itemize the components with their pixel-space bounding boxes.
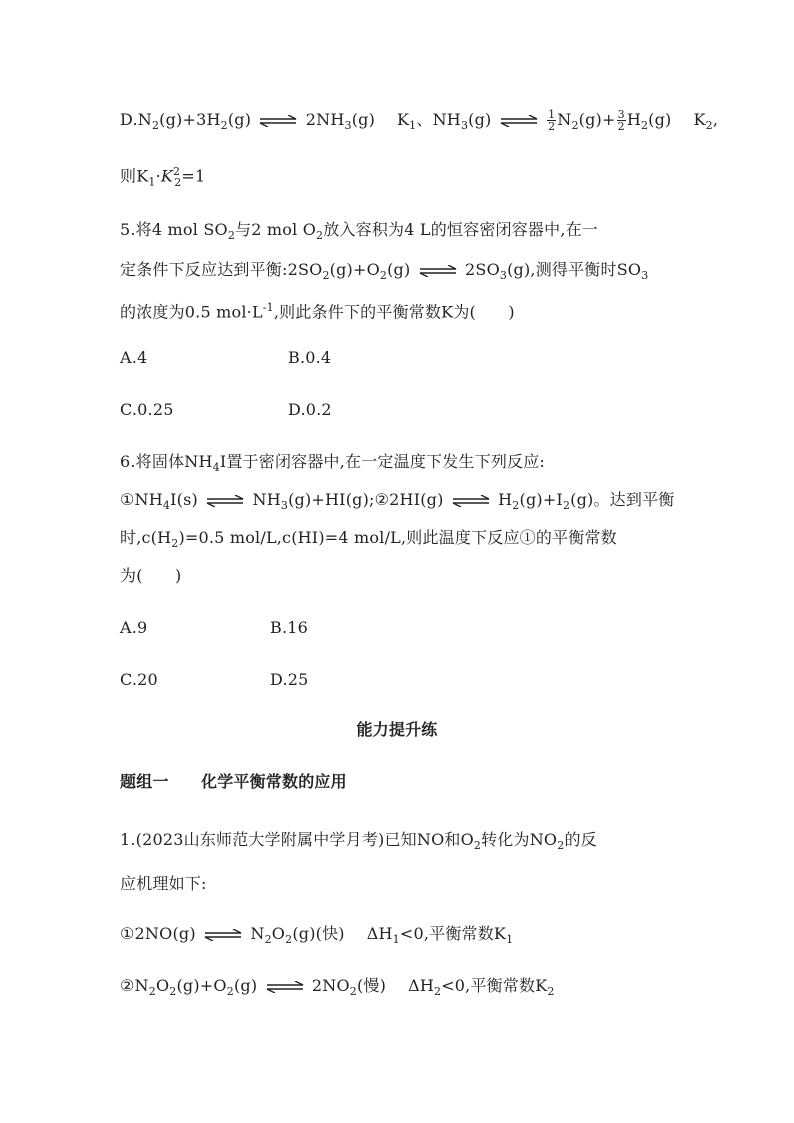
p1-line-2: 应机理如下: [120,874,207,893]
reversible-arrow-icon [203,929,243,941]
fraction-three-halves: $\frac{3}{2}$ [617,108,625,133]
q6-line-1: 6.将固体$NH_4I$置于密闭容器中,在一定温度下发生下列反应: [120,452,546,475]
q4-option-d-conclusion: 则$K_1\cdot K^2_2=1$ [120,165,206,189]
reversible-arrow-icon [499,115,539,127]
q4-option-d: $D.N_2(g)+3H_2(g)$ $2NH_3(g)$ $K_1$、$NH_3(g)$ $\frac{1}{2}$ $N_2(g)+$ $\frac{3}{2}$ $H_2(g)$ $K_2$, [120,108,719,133]
q6-option-a[interactable]: A.9 [120,618,148,637]
q6-line-4: 为( ) [120,566,182,585]
reversible-arrow-icon [451,495,491,507]
q5-option-c[interactable]: C.0.25 [120,400,174,419]
reversible-arrow-icon [205,495,245,507]
group-title: 题组一 化学平衡常数的应用 [120,772,347,791]
q5-line-1: 5.将4 mol $SO_2$与2 mol $O_2$放入容积为4 L的恒容密闭容器中,在一 [120,220,599,243]
q6-option-c[interactable]: C.20 [120,670,158,689]
q5-option-a[interactable]: A.4 [120,348,148,367]
reversible-arrow-icon [418,265,458,277]
reversible-arrow-icon [258,115,298,127]
section-title: 能力提升练 [356,720,438,739]
q5-line-3: 的浓度为0.5 $mol\cdot L^{-1}$,则此条件下的平衡常数K为( ) [120,301,515,322]
p1-line-1: 1.(2023山东师范大学附属中学月考)已知NO和$O_2$转化为$NO_2$的反 [120,830,597,853]
q6-line-3: 时$,c(H_2)=0.5$ mol/L,c(HI)=4 mol/L,则此温度下反应①的平衡常数 [120,528,617,551]
reversible-arrow-icon [265,981,305,993]
p1-reaction-2: $②N_2O_2(g)+O_2(g)$ $2NO_2$(慢) $\Delta H_2<0$,平衡常数$K_2$ [120,976,555,999]
q6-option-b[interactable]: B.16 [270,618,309,637]
q5-option-d[interactable]: D.0.2 [288,400,332,419]
q5-line-2: 定条件下反应达到平衡$:2SO_2(g)+O_2(g)$ $2SO_3(g)$,测得平衡时$SO_3$ [120,260,649,283]
fraction-one-half: $\frac{1}{2}$ [548,108,556,133]
q5-option-b[interactable]: B.0.4 [288,348,332,367]
q6-option-d[interactable]: D.25 [270,670,309,689]
p1-reaction-1: ①2NO(g) $N_2O_2(g)$(快) $\Delta H_1<0$,平衡常数$K_1$ [120,924,514,947]
q6-line-2: $①NH_4I(s)$ $NH_3(g)+HI(g);②2HI(g)$ $H_2(g)+I_2(g)$。达到平衡 [120,490,675,513]
